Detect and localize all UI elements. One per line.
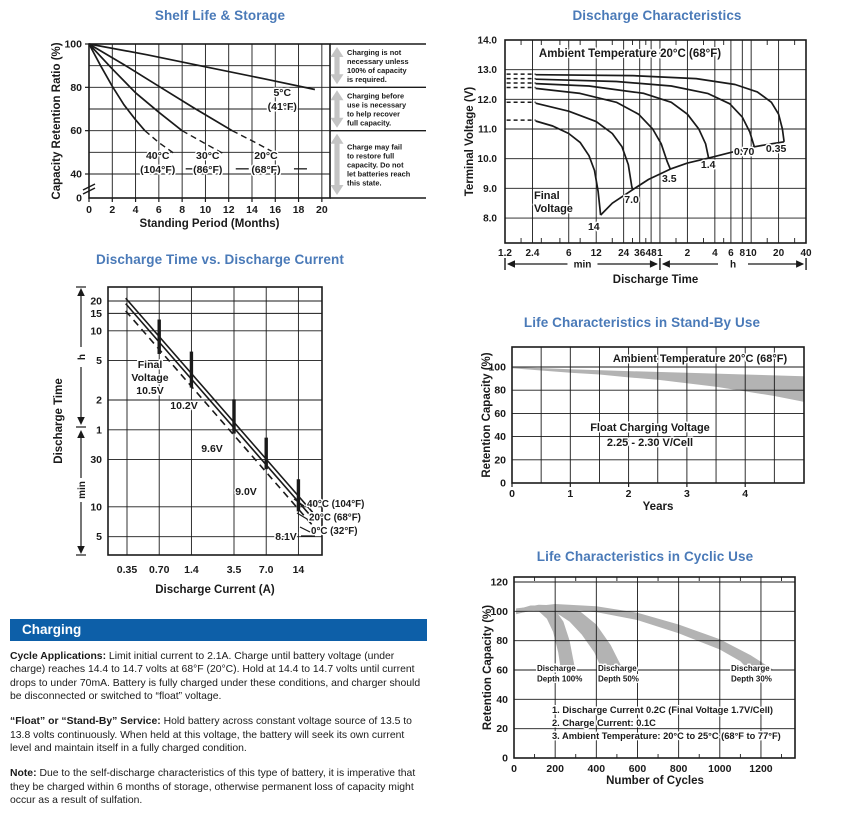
note-line: 1. Discharge Current 0.2C (Final Voltage 1.7V/Cell) xyxy=(552,705,773,715)
unit-label: min xyxy=(573,259,592,271)
band-label: Depth 50% xyxy=(598,674,639,684)
x-axis-title: Number of Cycles xyxy=(606,775,704,787)
marker-label: 10.5V xyxy=(136,385,164,397)
y-tick-label: 100 xyxy=(64,38,82,51)
x-tick-label: 20 xyxy=(773,248,785,259)
side-note-line: Charging is not xyxy=(347,48,402,58)
x-tick-label: 1.2 xyxy=(498,248,512,259)
x-tick-label: 2 xyxy=(109,204,116,216)
x-tick-label: 14 xyxy=(246,204,258,216)
arrowhead-icon xyxy=(77,288,85,296)
annotation: Ambient Temperature 20°C (68°F) xyxy=(612,353,788,365)
y-tick-label: 10 xyxy=(90,325,102,338)
paragraph-text: Due to the self-discharge characteristics of this type of battery, it is imperative that they be charged within 6 months of storage, otherwise permanent loss of capacity might occur as a result of sulfation. xyxy=(10,768,416,806)
legend-label: 0°C (32°F) xyxy=(311,526,358,537)
x-tick-label: 800 xyxy=(669,763,688,775)
x-tick-label: 1.4 xyxy=(184,564,199,576)
series-label: 30°C xyxy=(196,149,220,162)
side-note-line: full capacity. xyxy=(347,118,392,128)
chart-title-discharge-characteristics: Discharge Characteristics xyxy=(572,8,742,23)
plot-border xyxy=(108,287,322,555)
y-tick-label: 0 xyxy=(502,752,508,765)
y-tick-label: 8.0 xyxy=(483,213,497,225)
paragraph-lead: “Float” or “Stand-By” Service: xyxy=(10,716,161,728)
charging-header-bar xyxy=(10,619,427,641)
discharge-characteristics-chart xyxy=(464,36,812,287)
y-tick-label: 15 xyxy=(90,307,102,320)
unit-label: h xyxy=(77,353,88,361)
x-tick-label: 14 xyxy=(292,564,305,576)
x-tick-label: 2.4 xyxy=(525,248,540,259)
x-tick-label: 0 xyxy=(86,204,92,216)
x-tick-label: 6 xyxy=(155,204,162,216)
x-tick-label: 48 xyxy=(645,248,657,259)
side-note-line: this state. xyxy=(347,178,382,188)
x-tick-label: 3.5 xyxy=(226,564,242,576)
chart-title-standby-life: Life Characteristics in Stand-By Use xyxy=(523,315,761,330)
band-label: Depth 30% xyxy=(731,674,772,684)
x-tick-label: 20 xyxy=(316,204,328,216)
y-tick-label: 20 xyxy=(494,454,506,467)
unit-label: h xyxy=(729,259,737,271)
legend-label: 40°C (104°F) xyxy=(307,499,365,510)
series-label: 5°C xyxy=(273,87,292,99)
marker-label: 10.2V xyxy=(170,400,198,412)
y-tick-label: 60 xyxy=(494,407,506,420)
series-label: 14 xyxy=(587,220,600,233)
x-axis-title: Standing Period (Months) xyxy=(139,218,280,230)
y-tick-label: 80 xyxy=(494,384,506,397)
note-line: 2. Charge Current: 0.1C xyxy=(552,718,656,728)
y-tick-label: 12.0 xyxy=(477,94,497,106)
y-tick-label: 14.0 xyxy=(477,35,497,47)
side-note-line: is required. xyxy=(347,75,387,85)
x-tick-label: 16 xyxy=(269,204,282,216)
x-tick-label: 24 xyxy=(618,248,630,259)
side-note-line: to help recover xyxy=(347,109,400,119)
paragraph-lead: Note: xyxy=(10,768,37,780)
x-tick-label: 6 xyxy=(565,248,572,259)
y-tick-label: 80 xyxy=(70,81,82,94)
x-tick-label: 400 xyxy=(587,763,606,775)
y-tick-label: 20 xyxy=(90,295,102,308)
x-tick-label: 0 xyxy=(511,763,517,775)
y-axis-title: Retention Capacity (%) xyxy=(482,604,494,731)
x-axis-title: Discharge Time xyxy=(612,274,699,286)
legend-leader xyxy=(300,527,310,532)
series-curve xyxy=(126,311,313,525)
y-tick-label: 13.0 xyxy=(477,65,497,77)
x-tick-label: 4 xyxy=(742,488,749,500)
marker-label: 9.6V xyxy=(201,443,223,455)
final-voltage-label: Voltage xyxy=(534,203,573,215)
series-label: 40°C xyxy=(145,149,170,162)
side-note-line: let batteries reach xyxy=(347,169,411,179)
x-tick-label: 0 xyxy=(509,488,515,500)
y-tick-label: 5 xyxy=(96,531,102,544)
charging-paragraph-cycle-applications xyxy=(10,650,427,703)
shelf-life-chart xyxy=(51,39,426,231)
cyclic-life-chart xyxy=(482,576,795,787)
final-voltage-label: Final xyxy=(534,190,560,202)
x-tick-label: 7.0 xyxy=(258,564,274,576)
arrowhead-icon xyxy=(77,430,85,438)
x-tick-label: 8 xyxy=(739,248,746,259)
side-note-line: to restore full xyxy=(347,151,395,161)
marker-label: 8.1V xyxy=(275,531,297,543)
double-arrow-icon xyxy=(331,47,344,84)
side-note-line: capacity. Do not xyxy=(347,160,404,170)
series-label: (104°F) xyxy=(140,163,176,176)
band-label: Discharge xyxy=(598,664,637,673)
x-tick-label: 12 xyxy=(222,204,235,216)
marker-label: Voltage xyxy=(131,372,169,384)
x-tick-label: 36 xyxy=(634,248,646,259)
chart-title-shelf-life: Shelf Life & Storage xyxy=(154,8,286,23)
chart-title-discharge-time-current: Discharge Time vs. Discharge Current xyxy=(96,252,344,267)
y-tick-label: 30 xyxy=(90,454,102,467)
y-tick-label: 2 xyxy=(96,394,102,407)
x-tick-label: 4 xyxy=(132,204,139,216)
x-tick-label: 1 xyxy=(567,488,574,500)
center-label: Float Charging Voltage xyxy=(590,422,710,434)
arrowhead-icon xyxy=(507,260,515,268)
series-label: 20°C xyxy=(254,149,278,162)
series-label: 3.5 xyxy=(662,172,677,185)
y-axis-title: Capacity Retention Ratio (%) xyxy=(51,42,63,200)
y-tick-label: 11.0 xyxy=(478,124,497,136)
arrowhead-icon xyxy=(77,417,85,425)
y-tick-label: 0 xyxy=(76,192,82,205)
arrowhead-icon xyxy=(662,260,670,268)
y-tick-label: 9.0 xyxy=(483,183,497,195)
y-tick-label: 60 xyxy=(70,125,82,138)
y-axis-title: Discharge Time xyxy=(53,378,65,464)
x-tick-label: 10 xyxy=(745,248,757,259)
discharge-time-current-chart xyxy=(53,287,364,596)
series-label: 0.35 xyxy=(765,143,787,156)
unit-label: min xyxy=(77,481,88,499)
y-tick-label: 40 xyxy=(70,168,82,181)
band-label: Depth 100% xyxy=(537,674,583,684)
series-curve xyxy=(89,44,315,90)
x-tick-label: 0.35 xyxy=(116,564,138,576)
side-note-line: 100% of capacity xyxy=(347,66,407,76)
x-tick-label: 8 xyxy=(179,204,186,216)
double-arrow-icon xyxy=(331,90,344,127)
charging-section xyxy=(10,619,427,819)
x-tick-label: 2 xyxy=(625,488,632,500)
series-curve xyxy=(126,298,313,512)
paragraph-lead: Cycle Applications: xyxy=(10,651,107,662)
x-tick-label: 2 xyxy=(684,248,691,259)
y-tick-label: 100 xyxy=(488,361,506,374)
x-tick-label: 12 xyxy=(590,248,602,259)
chart-title-cyclic-life: Life Characteristics in Cyclic Use xyxy=(536,549,754,564)
x-tick-label: 0.70 xyxy=(148,564,170,576)
side-note-line: Charging before xyxy=(347,91,405,101)
charging-header-title: Charging xyxy=(22,622,82,637)
y-axis-title: Retention Capacity (%) xyxy=(481,352,493,478)
x-tick-label: 40 xyxy=(800,248,812,259)
standby-life-chart xyxy=(481,347,804,513)
y-tick-label: 10.0 xyxy=(477,154,497,166)
x-tick-label: 4 xyxy=(712,248,718,259)
marker-label: 9.0V xyxy=(235,486,257,498)
arrowhead-icon xyxy=(650,260,658,268)
y-tick-label: 80 xyxy=(496,635,508,648)
y-tick-label: 40 xyxy=(494,431,506,444)
x-tick-label: 1200 xyxy=(749,763,773,775)
double-arrow-icon xyxy=(331,134,344,195)
y-tick-label: 5 xyxy=(96,355,102,368)
x-axis-title: Discharge Current (A) xyxy=(155,584,275,596)
x-tick-label: 10 xyxy=(199,204,212,216)
x-tick-label: 1000 xyxy=(708,763,732,775)
note-line: 3. Ambient Temperature: 20°C to 25°C (68°F to 77°F) xyxy=(552,731,781,741)
y-tick-label: 0 xyxy=(500,477,506,490)
charging-paragraph-float-service xyxy=(10,715,427,755)
y-tick-label: 20 xyxy=(496,723,508,736)
series-label: (41°F) xyxy=(267,101,297,113)
x-tick-label: 600 xyxy=(628,763,647,775)
side-note-line: use is necessary xyxy=(347,100,407,110)
arrowhead-icon xyxy=(796,260,804,268)
band-label: Discharge xyxy=(731,664,770,673)
arrowhead-icon xyxy=(77,546,85,554)
x-tick-label: 18 xyxy=(292,204,305,216)
series-curve xyxy=(126,304,313,518)
x-tick-label: 3 xyxy=(683,488,690,500)
series-label: 1.4 xyxy=(700,158,716,171)
series-label: (68°F) xyxy=(251,163,281,176)
x-tick-label: 200 xyxy=(546,763,564,775)
legend-label: 20°C (68°F) xyxy=(309,512,361,524)
y-tick-label: 100 xyxy=(490,605,508,618)
series-label: (86°F) xyxy=(193,163,223,176)
marker-label: Final xyxy=(137,359,163,371)
x-tick-label: 6 xyxy=(728,248,734,259)
series-label: 7.0 xyxy=(624,193,639,206)
center-label: 2.25 - 2.30 V/Cell xyxy=(606,437,694,449)
y-tick-label: 10 xyxy=(90,501,102,514)
annotation: Ambient Temperature 20°C (68°F) xyxy=(538,48,722,60)
y-tick-label: 1 xyxy=(96,424,102,437)
y-tick-label: 120 xyxy=(490,576,508,589)
y-axis-title: Terminal Voltage (V) xyxy=(464,86,476,197)
x-tick-label: 1 xyxy=(657,248,663,259)
band-label: Discharge xyxy=(537,664,576,673)
side-note-line: Charge may fail xyxy=(347,142,403,152)
side-note-line: necessary unless xyxy=(347,57,409,67)
series-curve xyxy=(536,103,633,190)
x-axis-title: Years xyxy=(642,501,674,513)
charging-paragraph-note xyxy=(10,767,427,807)
paragraph-text: Hold battery across constant voltage source of 13.5 to 13.8 volts continuously. When held at this voltage, the battery will seek its own current level and maintain itself in a fully charged condition. xyxy=(10,716,412,754)
y-tick-label: 40 xyxy=(496,693,508,706)
series-label: 0.70 xyxy=(733,145,755,158)
paragraph-text: Limit initial current to 2.1A. Charge until battery voltage (under charge) reaches 14.4 to 14.7 volts at 68°F (20°C). Hold at 14.4 to 14.7 volts until current drops to under 70mA. Battery is fully charged under these conditions, and charger should be disconnected or switched to “float” voltage. xyxy=(10,651,421,702)
y-tick-label: 60 xyxy=(496,664,508,677)
